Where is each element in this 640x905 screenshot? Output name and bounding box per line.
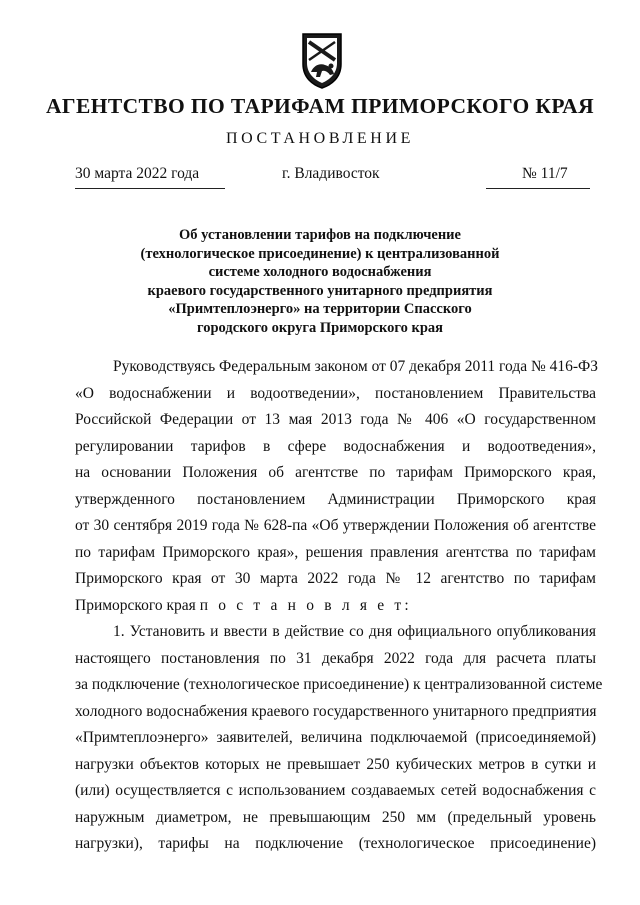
document-body: [75, 354, 603, 858]
body-line: нагрузки), тарифы на подключение (технологическое присоединение): [75, 835, 596, 852]
body-line: за подключение (технологическое присоединение) к централизованной системе: [75, 676, 603, 693]
number-underline: [486, 188, 590, 189]
document-title: [100, 226, 540, 337]
body-line: от 30 сентября 2019 года № 628-па «Об утверждении Положения об агентстве: [75, 517, 596, 534]
body-line: Российской Федерации от 13 мая 2013 года № 406 «О государственном: [75, 411, 596, 428]
body-line: наружным диаметром, не превышающим 250 мм (предельный уровень: [75, 808, 596, 826]
body-line: по тарифам Приморского края», решения правления агентства по тарифам: [75, 543, 596, 561]
document-type: ПОСТАНОВЛЕНИЕ: [226, 130, 414, 147]
date-underline: [75, 188, 225, 189]
body-line: Приморского края от 30 марта 2022 года № 12 агентство по тарифам: [75, 570, 596, 587]
body-line: «Примтеплоэнерго» заявителей, величина подключаемой (присоединяемой): [75, 729, 596, 746]
body-line: [75, 593, 596, 620]
title-line: системе холодного водоснабжения: [208, 264, 432, 280]
body-line: (или) осуществляется с использованием создаваемых сетей водоснабжения с: [75, 782, 596, 799]
title-line: краевого государственного унитарного предприятия: [147, 282, 493, 299]
title-line: (технологическое присоединение) к централизованной: [140, 245, 500, 262]
body-line: «О водоснабжении и водоотведении», постановлением Правительства: [75, 384, 596, 402]
document-date: 30 марта 2022 года: [75, 165, 200, 182]
body-line: нагрузки объектов которых не превышает 250 кубических метров в сутки и: [75, 755, 596, 773]
title-line: Об установлении тарифов на подключение: [179, 227, 461, 243]
resolves-word: п о с т а н о в л я е т:: [199, 596, 412, 614]
title-line: городского округа Приморского края: [197, 319, 443, 336]
body-line: Руководствуясь Федеральным законом от 07 декабря 2011 года № 416-ФЗ: [113, 358, 599, 375]
body-line: холодного водоснабжения краевого государственного унитарного предприятия: [75, 702, 597, 720]
document-number: № 11/7: [522, 165, 568, 182]
document-city: г. Владивосток: [282, 165, 380, 182]
body-line: на основании Положения об агентстве по тарифам Приморского края,: [75, 464, 596, 481]
body-line: 1. Установить и ввести в действие со дня официального опубликования: [113, 623, 596, 640]
coat-of-arms-icon: [300, 30, 344, 90]
agency-name: АГЕНТСТВО ПО ТАРИФАМ ПРИМОРСКОГО КРАЯ: [45, 94, 595, 118]
title-line: «Примтеплоэнерго» на территории Спасского: [168, 301, 472, 317]
body-line-text: Приморского края: [75, 596, 196, 614]
body-line: утвержденного постановлением Администрации Приморского края: [75, 490, 596, 508]
body-line: регулировании тарифов в сфере водоснабжения и водоотведения»,: [75, 437, 596, 455]
body-line: настоящего постановления по 31 декабря 2022 года для расчета платы: [75, 649, 596, 667]
